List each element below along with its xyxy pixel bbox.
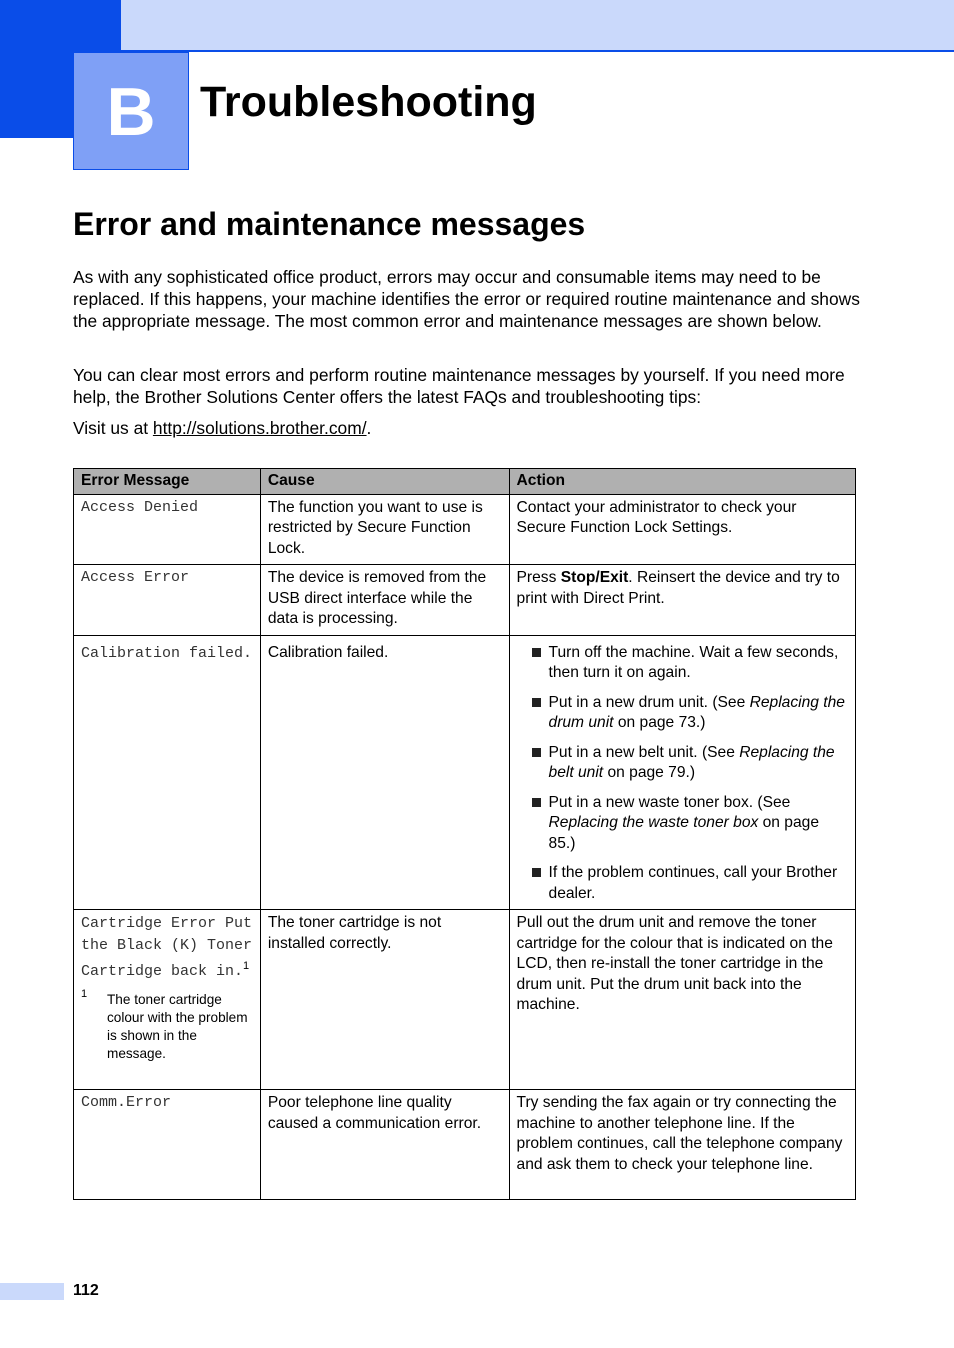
- error-message-cell: Calibration failed.: [74, 635, 261, 910]
- cross-reference: Replacing the waste toner box: [548, 814, 759, 831]
- visit-suffix: .: [366, 418, 372, 438]
- table-header-row: [74, 469, 856, 495]
- action-cell: [509, 565, 855, 636]
- chapter-title: Troubleshooting: [200, 78, 537, 126]
- visit-line: [73, 417, 863, 439]
- error-message-cell: [74, 910, 261, 1090]
- action-cell: [509, 635, 855, 910]
- bullet-text: Put in a new drum unit. (See: [548, 693, 750, 711]
- bullet-text: on page 85.): [548, 814, 819, 852]
- cause-cell: The device is removed from the USB direct interface while the data is processing.: [260, 565, 509, 636]
- header-corner-block: [0, 0, 121, 52]
- square-bullet-icon: [532, 748, 541, 757]
- list-item: [523, 693, 849, 734]
- visit-prefix: Visit us at: [73, 418, 153, 438]
- stop-exit-key-label: Stop/Exit: [560, 569, 629, 586]
- cause-cell: The toner cartridge is not installed correctly.: [260, 910, 509, 1090]
- action-cell: Contact your administrator to check your Secure Function Lock Settings.: [509, 494, 855, 565]
- square-bullet-icon: [532, 798, 541, 807]
- error-message-cell: Access Denied: [74, 494, 261, 565]
- solutions-link[interactable]: http://solutions.brother.com/: [152, 418, 367, 438]
- action-cell: Pull out the drum unit and remove the toner cartridge for the colour that is indicated on the LCD, then re-install the toner cartridge in the drum unit. Put the drum unit back into the machine.: [509, 910, 855, 1090]
- table-row: [74, 635, 856, 910]
- footnote: [81, 987, 254, 1063]
- error-message-table: [73, 468, 856, 1200]
- list-item: [523, 793, 849, 855]
- square-bullet-icon: [532, 648, 541, 657]
- footnote-text: The toner cartridge colour with the problem is shown in the message.: [107, 991, 248, 1061]
- bullet-text: Put in a new waste toner box. (See: [548, 793, 791, 811]
- action-cell: Try sending the fax again or try connecting the machine to another telephone line. If the problem continues, call the telephone company and ask them to check your telephone line.: [509, 1090, 855, 1200]
- table-row: [74, 910, 856, 1090]
- list-item: [523, 863, 849, 904]
- header-cause: Cause: [260, 469, 509, 495]
- list-item: [523, 643, 849, 684]
- bullet-text: on page 73.): [613, 714, 706, 731]
- table-row: [74, 565, 856, 636]
- page-number-tab: [0, 1283, 64, 1300]
- action-text: Press: [516, 569, 561, 586]
- cause-cell: Calibration failed.: [260, 635, 509, 910]
- error-message-cell: Comm.Error: [74, 1090, 261, 1200]
- table-row: [74, 1090, 856, 1200]
- square-bullet-icon: [532, 868, 541, 877]
- cross-reference: Replacing the drum unit: [548, 693, 845, 731]
- footnote-number: 1: [81, 987, 88, 1000]
- chapter-letter-box: B: [73, 52, 189, 170]
- error-message-cell: Access Error: [74, 565, 261, 636]
- section-title: Error and maintenance messages: [73, 206, 586, 242]
- action-text: . Reinsert the device and try to print with Direct Print.: [516, 569, 840, 607]
- action-bullet-list: [523, 643, 849, 905]
- header-band: [121, 0, 954, 52]
- intro-paragraph-1: As with any sophisticated office product, errors may occur and consumable items may need to be replaced. If this happens, your machine identifies the error or required routine maintenance and shows the appropriate message. The most common error and maintenance messages are shown below.: [73, 267, 860, 332]
- bullet-text: Put in a new belt unit. (See: [548, 743, 740, 761]
- cause-cell: The function you want to use is restricted by Secure Function Lock.: [260, 494, 509, 565]
- bullet-text: If the problem continues, call your Brother dealer.: [548, 864, 838, 902]
- footnote-reference: 1: [243, 960, 250, 972]
- bullet-text: Turn off the machine. Wait a few seconds, then turn it on again.: [548, 643, 839, 681]
- error-message-text: Cartridge Error Put the Black (K) Toner Cartridge back in.: [81, 915, 253, 980]
- cross-reference: Replacing the belt unit: [548, 743, 835, 781]
- list-item: [523, 743, 849, 784]
- header-action: Action: [509, 469, 855, 495]
- side-accent-block: [0, 52, 74, 138]
- bullet-text: on page 79.): [603, 764, 696, 781]
- square-bullet-icon: [532, 698, 541, 707]
- header-error-message: Error Message: [74, 469, 261, 495]
- cause-cell: Poor telephone line quality caused a communication error.: [260, 1090, 509, 1200]
- intro-paragraph-2: You can clear most errors and perform routine maintenance messages by yourself. If you need more help, the Brother Solutions Center offers the latest FAQs and troubleshooting tips:: [73, 365, 845, 408]
- table-row: [74, 494, 856, 565]
- page-number: 112: [73, 1282, 99, 1299]
